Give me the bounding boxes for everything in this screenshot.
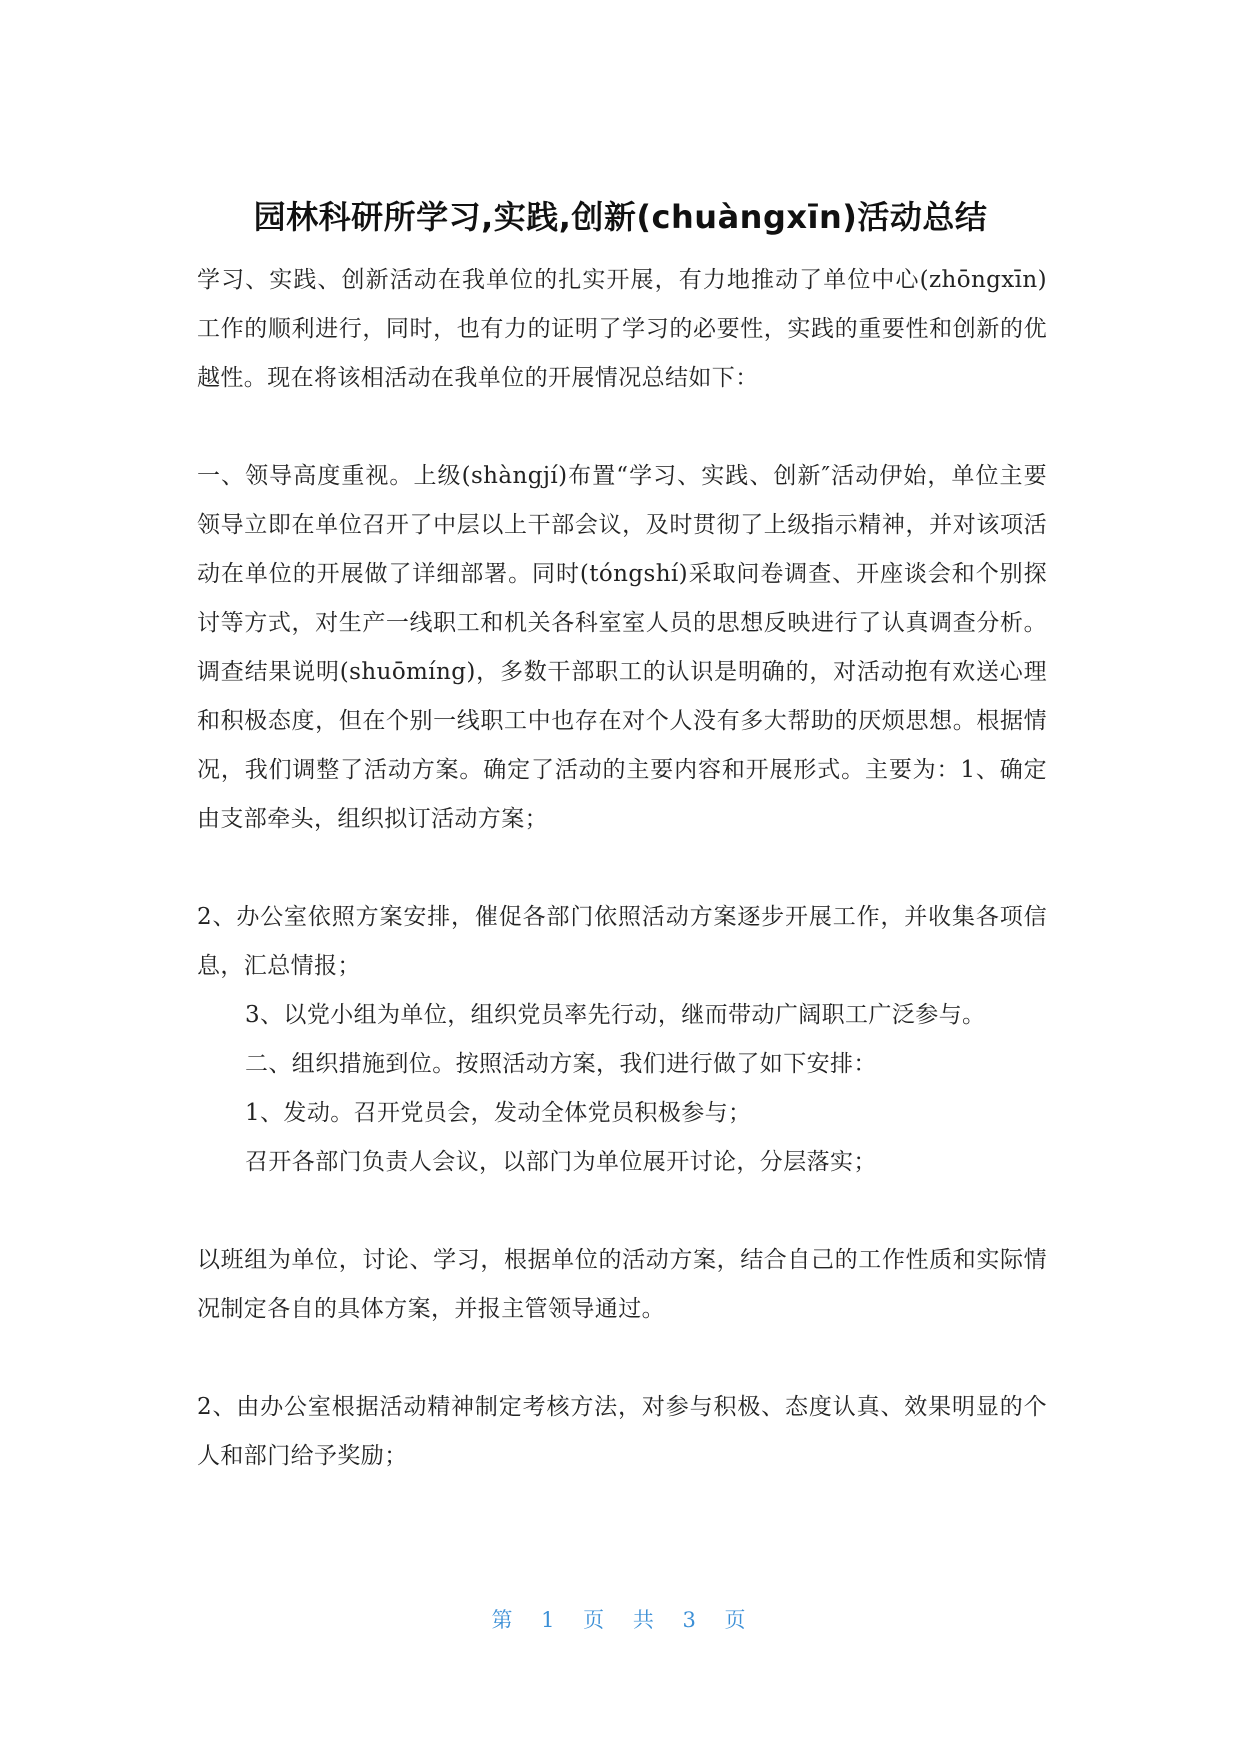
paragraph-mobilize: 1、发动。召开党员会，发动全体党员积极参与； [245, 1100, 752, 1126]
paragraph-party-group: 3、以党小组为单位，组织党员率先行动，继而带动广阔职工广泛参与。 [245, 1002, 986, 1028]
paragraph-office-arrangement: 2、办公室依照方案安排，催促各部门依照活动方案逐步开展工作，并收集各项信息，汇总情报； [197, 904, 1047, 979]
paragraph-leadership: 一、领导高度重视。上级(shàngjí)布置“学习、实践、创新″活动伊始，单位主要领导立即在单位召开了中层以上干部会议，及时贯彻了上级指示精神，并对该项活动在单位的开展做了详细部署。同时(tóngshí)采取问卷调查、开座谈会和个别探讨等方式，对生产一线职工和机关各科室室人员的思想反映进行了认真调查分析。调查结果说明(shuōmíng)，多数干部职工的认识是明确的，对活动抱有欢送心理和积极态度，但在个别一线职工中也存在对个人没有多大帮助的厌烦思想。根据情况，我们调整了活动方案。确定了活动的主要内容和开展形式。主要为：1、确定由支部牵头，组织拟订活动方案； [197, 463, 1047, 832]
paragraph-team-plan: 以班组为单位，讨论、学习，根据单位的活动方案，结合自己的工作性质和实际情况制定各自的具体方案，并报主管领导通过。 [197, 1247, 1047, 1322]
paragraph-organization-measures: 二、组织措施到位。按照活动方案，我们进行做了如下安排： [245, 1051, 877, 1077]
page-number-footer: 第 1 页 共 3 页 [491, 1608, 750, 1632]
paragraph-assessment: 2、由办公室根据活动精神制定考核方法，对参与积极、态度认真、效果明显的个人和部门给予奖励； [197, 1394, 1047, 1469]
paragraph-intro: 学习、实践、创新活动在我单位的扎实开展，有力地推动了单位中心(zhōngxīn)工作的顺利进行，同时，也有力的证明了学习的必要性，实践的重要性和创新的优越性。现在将该相活动在我单位的开展情况总结如下： [197, 267, 1047, 391]
document-body [197, 256, 1047, 1481]
document-title: 园林科研所学习,实践,创新(chuàngxīn)活动总结 [253, 198, 988, 236]
paragraph-department-meeting: 召开各部门负责人会议，以部门为单位展开讨论，分层落实； [245, 1149, 877, 1175]
